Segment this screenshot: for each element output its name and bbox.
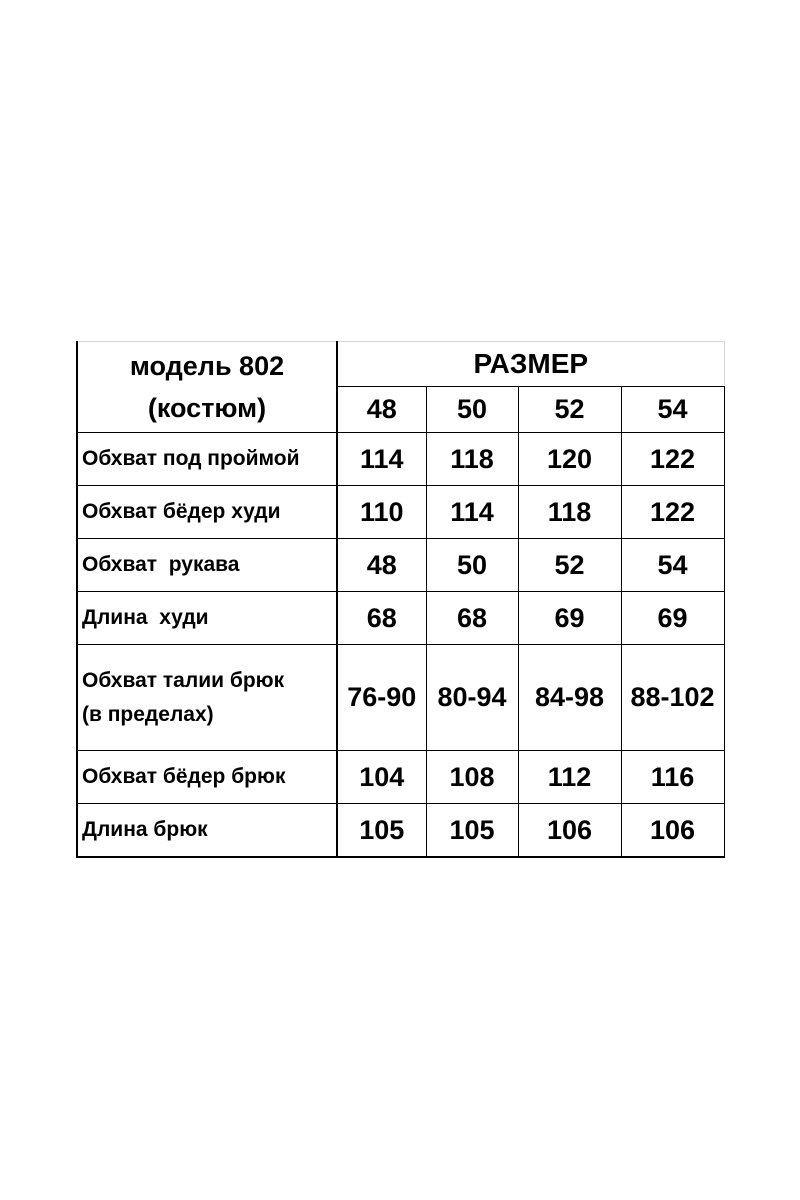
value-cell: 69 [621,592,724,645]
size-header-cell: 52 [518,387,621,433]
value-cell: 76-90 [337,645,426,751]
row-label: Обхват бёдер худи [77,486,337,539]
value-cell: 104 [337,751,426,804]
value-cell: 114 [337,433,426,486]
table-row [77,751,724,804]
value-cell: 106 [621,804,724,858]
row-label: Обхват бёдер брюк [77,751,337,804]
row-label: Обхват рукава [77,539,337,592]
value-cell: 108 [426,751,518,804]
value-cell: 106 [518,804,621,858]
header-row [77,342,724,387]
row-label: Длина худи [77,592,337,645]
value-cell: 118 [426,433,518,486]
value-cell: 68 [337,592,426,645]
value-cell: 118 [518,486,621,539]
value-cell: 105 [337,804,426,858]
model-type: (костюм) [147,393,267,423]
table-row [77,645,724,751]
value-cell: 69 [518,592,621,645]
row-label [77,645,337,751]
value-cell: 116 [621,751,724,804]
value-cell: 114 [426,486,518,539]
row-label: Обхват под проймой [77,433,337,486]
size-header-cell: 50 [426,387,518,433]
value-cell: 105 [426,804,518,858]
table-row [77,433,724,486]
value-cell: 88-102 [621,645,724,751]
value-cell: 50 [426,539,518,592]
value-cell: 52 [518,539,621,592]
value-cell: 122 [621,486,724,539]
table-row [77,592,724,645]
table-row [77,804,724,858]
value-cell: 112 [518,751,621,804]
value-cell: 68 [426,592,518,645]
value-cell: 120 [518,433,621,486]
size-header-cell: 54 [621,387,724,433]
size-header-cell: 48 [337,387,426,433]
row-label-line2: (в пределах) [82,702,214,726]
model-title-cell [77,342,337,433]
size-chart-table [76,341,725,858]
value-cell: 54 [621,539,724,592]
value-cell: 48 [337,539,426,592]
value-cell: 84-98 [518,645,621,751]
row-label-line1: Обхват талии брюк [82,668,285,692]
size-title: РАЗМЕР [337,342,724,387]
table-row [77,539,724,592]
table-row [77,486,724,539]
model-name: модель 802 [129,351,285,381]
value-cell: 80-94 [426,645,518,751]
value-cell: 110 [337,486,426,539]
value-cell: 122 [621,433,724,486]
row-label: Длина брюк [77,804,337,858]
